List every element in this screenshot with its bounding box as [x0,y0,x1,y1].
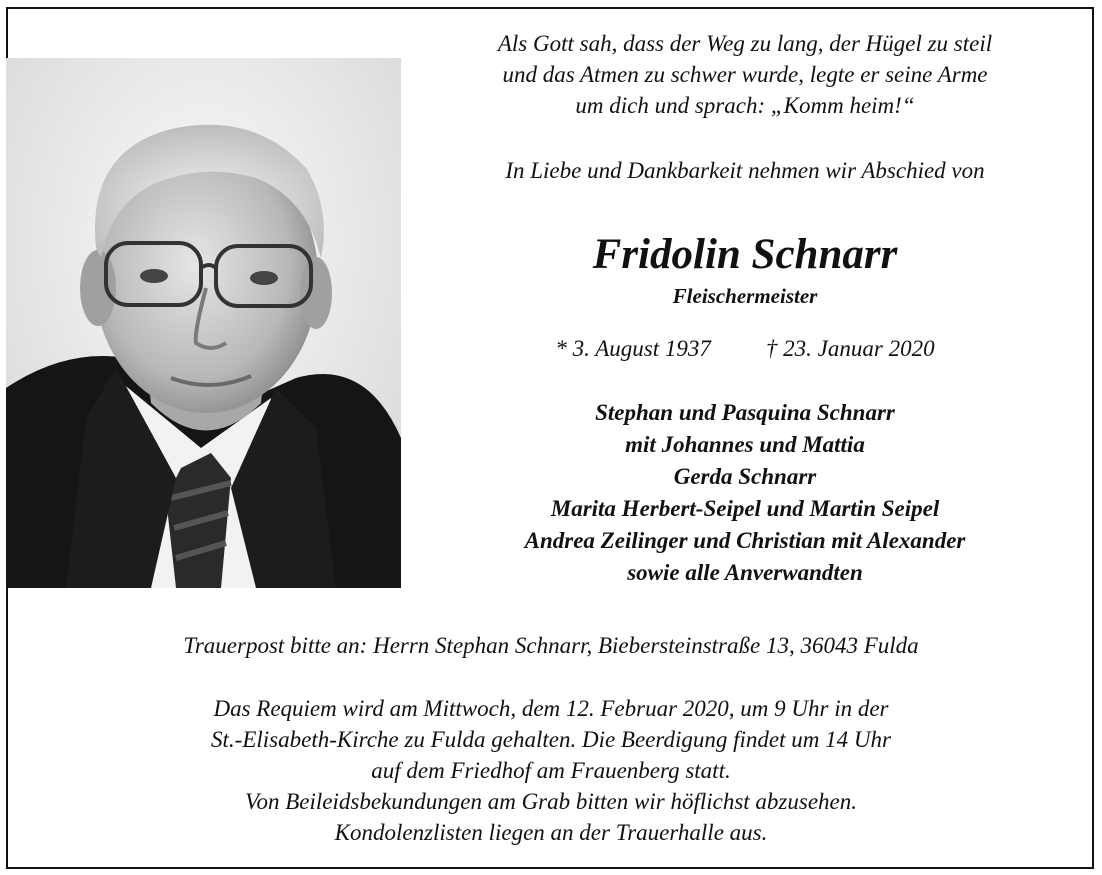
poem-line: und das Atmen zu schwer wurde, legte er seine Arme [502,62,988,87]
mourner-line: Gerda Schnarr [673,464,817,489]
requiem-line: Von Beileidsbekundungen am Grab bitten wir höflichst abzusehen. [245,789,857,814]
mourners-list [405,397,1085,589]
mourner-line: sowie alle Anverwandten [627,560,863,585]
deceased-name: Fridolin Schnarr [592,231,898,278]
mourner-line: Stephan und Pasquina Schnarr [595,400,895,425]
mourner-line: Marita Herbert-Seipel und Martin Seipel [550,496,940,521]
requiem-line: Das Requiem wird am Mittwoch, dem 12. Februar 2020, um 9 Uhr in der [213,696,889,721]
poem-line: um dich und sprach: „Komm heim!“ [575,93,915,118]
mourner-line: mit Johannes und Mattia [625,432,865,457]
requiem-line: auf dem Friedhof am Frauenberg statt. [371,758,731,783]
portrait-photo [6,58,401,588]
farewell-intro: In Liebe und Dankbarkeit nehmen wir Abschied von [505,158,985,183]
portrait-image [6,58,401,588]
poem [405,28,1085,121]
birth-date: * 3. August 1937 [555,336,711,361]
requiem-line: Kondolenzlisten liegen an der Trauerhalle aus. [334,820,768,845]
requiem-line: St.-Elisabeth-Kirche zu Fulda gehalten. Die Beerdigung findet um 14 Uhr [211,727,891,752]
death-date: † 23. Januar 2020 [765,336,935,361]
requiem-info [8,693,1094,848]
life-dates [405,333,1085,364]
poem-line: Als Gott sah, dass der Weg zu lang, der Hügel zu steil [497,31,993,56]
condolence-address: Trauerpost bitte an: Herrn Stephan Schnarr, Biebersteinstraße 13, 36043 Fulda [183,633,919,658]
mourner-line: Andrea Zeilinger und Christian mit Alexander [524,528,966,553]
deceased-profession: Fleischermeister [672,284,818,308]
